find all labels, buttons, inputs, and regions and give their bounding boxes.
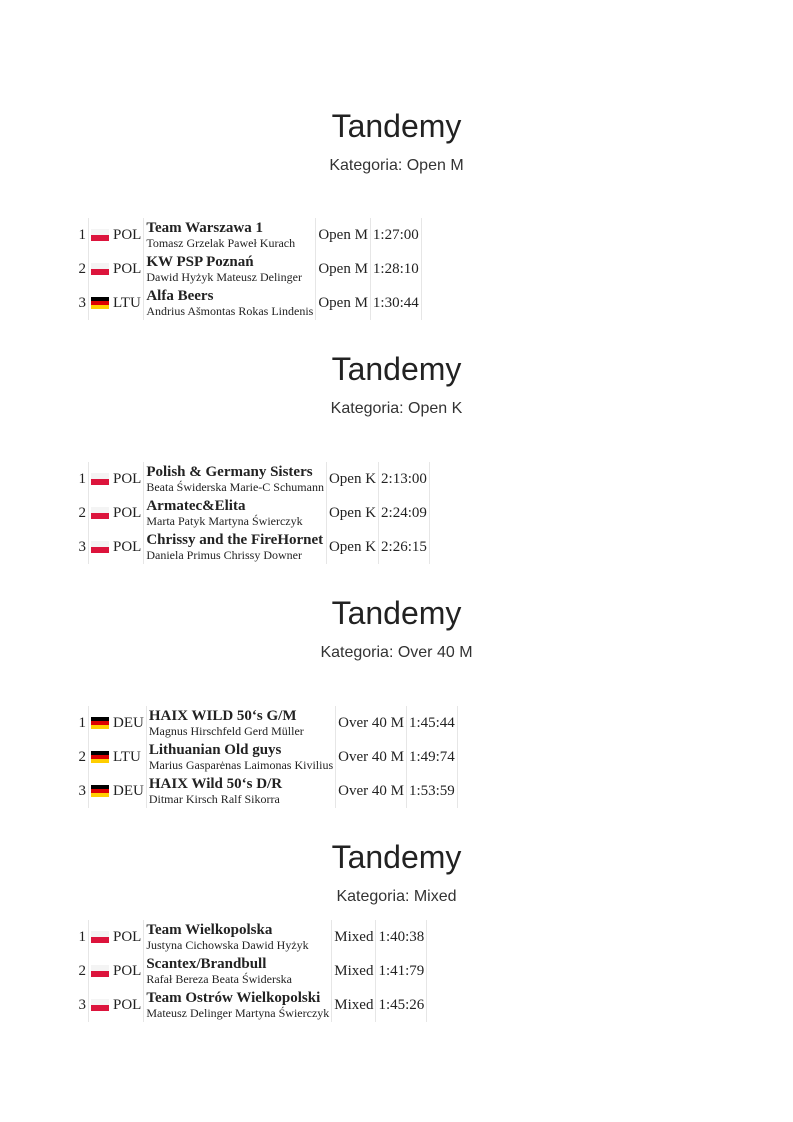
category-cell: Over 40 M <box>336 706 407 740</box>
time-cell: 2:24:09 <box>379 496 430 530</box>
team-name: Team Wielkopolska <box>146 921 273 938</box>
position-cell: 3 <box>72 530 89 564</box>
team-members: Daniela Primus Chrissy Downer <box>146 547 302 562</box>
team-name: Polish & Germany Sisters <box>146 463 313 480</box>
country-cell <box>89 920 144 954</box>
team-members: Andrius Ašmontas Rokas Lindenis <box>146 303 314 318</box>
team-members: Rafał Bereza Beata Świderska <box>146 971 292 986</box>
table-row <box>72 462 429 496</box>
team-cell <box>144 462 327 496</box>
position-cell: 2 <box>72 252 89 286</box>
table-row <box>72 706 457 740</box>
country-code: DEU <box>113 714 144 731</box>
country-code: LTU <box>113 748 141 765</box>
team-members: Marta Patyk Martyna Świerczyk <box>146 513 303 528</box>
table-row <box>72 252 421 286</box>
section-title: Tandemy <box>331 108 462 144</box>
country-cell <box>89 774 147 808</box>
country-cell <box>89 954 144 988</box>
section-category: Kategoria: Over 40 M <box>320 644 473 661</box>
time-cell: 1:45:26 <box>376 988 427 1022</box>
team-name: Armatec&Elita <box>146 497 246 514</box>
section-header <box>0 108 793 176</box>
time-cell: 1:30:44 <box>370 286 421 320</box>
team-name: Team Ostrów Wielkopolski <box>146 989 321 1006</box>
team-cell <box>144 954 332 988</box>
table-row <box>72 496 429 530</box>
team-cell <box>144 530 327 564</box>
country-cell <box>89 462 144 496</box>
team-name: Chrissy and the FireHornet <box>146 531 324 548</box>
country-code: LTU <box>113 294 141 311</box>
team-name: Team Warszawa 1 <box>146 219 264 236</box>
country-code: POL <box>113 260 142 277</box>
team-cell <box>144 286 316 320</box>
team-cell <box>144 988 332 1022</box>
time-cell: 1:27:00 <box>370 218 421 252</box>
section-header <box>0 595 793 663</box>
results-table <box>72 462 430 564</box>
table-row <box>72 774 457 808</box>
results-table <box>72 920 427 1022</box>
team-members: Beata Świderska Marie-C Schumann <box>146 479 324 494</box>
section-header <box>0 351 793 419</box>
category-cell: Mixed <box>332 988 376 1022</box>
category-cell: Open M <box>316 286 371 320</box>
results-table <box>72 218 422 320</box>
category-cell: Mixed <box>332 954 376 988</box>
position-cell: 2 <box>72 954 89 988</box>
position-cell: 2 <box>72 496 89 530</box>
table-row <box>72 954 427 988</box>
germany-flag-icon <box>91 297 109 309</box>
team-name: Lithuanian Old guys <box>148 741 282 758</box>
section-category: Kategoria: Open M <box>329 157 464 174</box>
position-cell: 3 <box>72 774 89 808</box>
table-row <box>72 920 427 954</box>
table-row <box>72 988 427 1022</box>
poland-flag-icon <box>91 229 109 241</box>
germany-flag-icon <box>91 717 109 729</box>
country-code: POL <box>113 470 142 487</box>
position-cell: 1 <box>72 218 89 252</box>
section-category: Kategoria: Mixed <box>336 888 457 905</box>
country-code: POL <box>113 504 142 521</box>
section-header <box>0 839 793 907</box>
table-row <box>72 218 421 252</box>
time-cell: 1:41:79 <box>376 954 427 988</box>
country-code: POL <box>113 928 142 945</box>
country-code: DEU <box>113 782 144 799</box>
category-cell: Open M <box>316 218 371 252</box>
team-cell <box>146 740 335 774</box>
team-members: Magnus Hirschfeld Gerd Müller <box>148 723 304 738</box>
position-cell: 2 <box>72 740 89 774</box>
poland-flag-icon <box>91 999 109 1011</box>
country-code: POL <box>113 226 142 243</box>
team-cell <box>144 920 332 954</box>
time-cell: 1:45:44 <box>406 706 457 740</box>
time-cell: 1:40:38 <box>376 920 427 954</box>
poland-flag-icon <box>91 541 109 553</box>
team-members: Mateusz Delinger Martyna Świerczyk <box>146 1005 330 1020</box>
table-row <box>72 740 457 774</box>
category-cell: Over 40 M <box>336 774 407 808</box>
team-cell <box>144 252 316 286</box>
category-cell: Over 40 M <box>336 740 407 774</box>
country-cell <box>89 218 144 252</box>
team-members: Ditmar Kirsch Ralf Sikorra <box>148 791 280 806</box>
section-title: Tandemy <box>331 351 462 387</box>
germany-flag-icon <box>91 751 109 763</box>
country-cell <box>89 252 144 286</box>
time-cell: 1:49:74 <box>406 740 457 774</box>
time-cell: 2:13:00 <box>379 462 430 496</box>
table-row <box>72 286 421 320</box>
team-members: Tomasz Grzelak Paweł Kurach <box>146 235 296 250</box>
team-members: Justyna Cichowska Dawid Hyżyk <box>146 937 309 952</box>
germany-flag-icon <box>91 785 109 797</box>
category-cell: Open K <box>326 530 378 564</box>
poland-flag-icon <box>91 473 109 485</box>
country-cell <box>89 740 147 774</box>
time-cell: 2:26:15 <box>379 530 430 564</box>
time-cell: 1:53:59 <box>406 774 457 808</box>
country-code: POL <box>113 996 142 1013</box>
team-cell <box>146 706 335 740</box>
section-category: Kategoria: Open K <box>330 400 463 417</box>
country-cell <box>89 706 147 740</box>
category-cell: Open M <box>316 252 371 286</box>
poland-flag-icon <box>91 507 109 519</box>
time-cell: 1:28:10 <box>370 252 421 286</box>
section-title: Tandemy <box>331 839 462 875</box>
team-members: Dawid Hyżyk Mateusz Delinger <box>146 269 302 284</box>
category-cell: Open K <box>326 496 378 530</box>
category-cell: Mixed <box>332 920 376 954</box>
team-name: HAIX Wild 50‘s D/R <box>148 775 283 792</box>
country-code: POL <box>113 538 142 555</box>
section-title: Tandemy <box>331 595 462 631</box>
position-cell: 1 <box>72 706 89 740</box>
position-cell: 3 <box>72 286 89 320</box>
team-name: KW PSP Poznań <box>146 253 254 270</box>
country-cell <box>89 286 144 320</box>
team-name: Scantex/Brandbull <box>146 955 267 972</box>
country-cell <box>89 496 144 530</box>
team-members: Marius Gasparėnas Laimonas Kivilius <box>148 757 334 772</box>
position-cell: 1 <box>72 920 89 954</box>
team-cell <box>146 774 335 808</box>
country-cell <box>89 988 144 1022</box>
team-name: Alfa Beers <box>146 287 214 304</box>
position-cell: 1 <box>72 462 89 496</box>
country-cell <box>89 530 144 564</box>
poland-flag-icon <box>91 931 109 943</box>
team-cell <box>144 496 327 530</box>
position-cell: 3 <box>72 988 89 1022</box>
poland-flag-icon <box>91 263 109 275</box>
team-cell <box>144 218 316 252</box>
category-cell: Open K <box>326 462 378 496</box>
poland-flag-icon <box>91 965 109 977</box>
table-row <box>72 530 429 564</box>
country-code: POL <box>113 962 142 979</box>
team-name: HAIX WILD 50‘s G/M <box>148 707 297 724</box>
results-table <box>72 706 458 808</box>
